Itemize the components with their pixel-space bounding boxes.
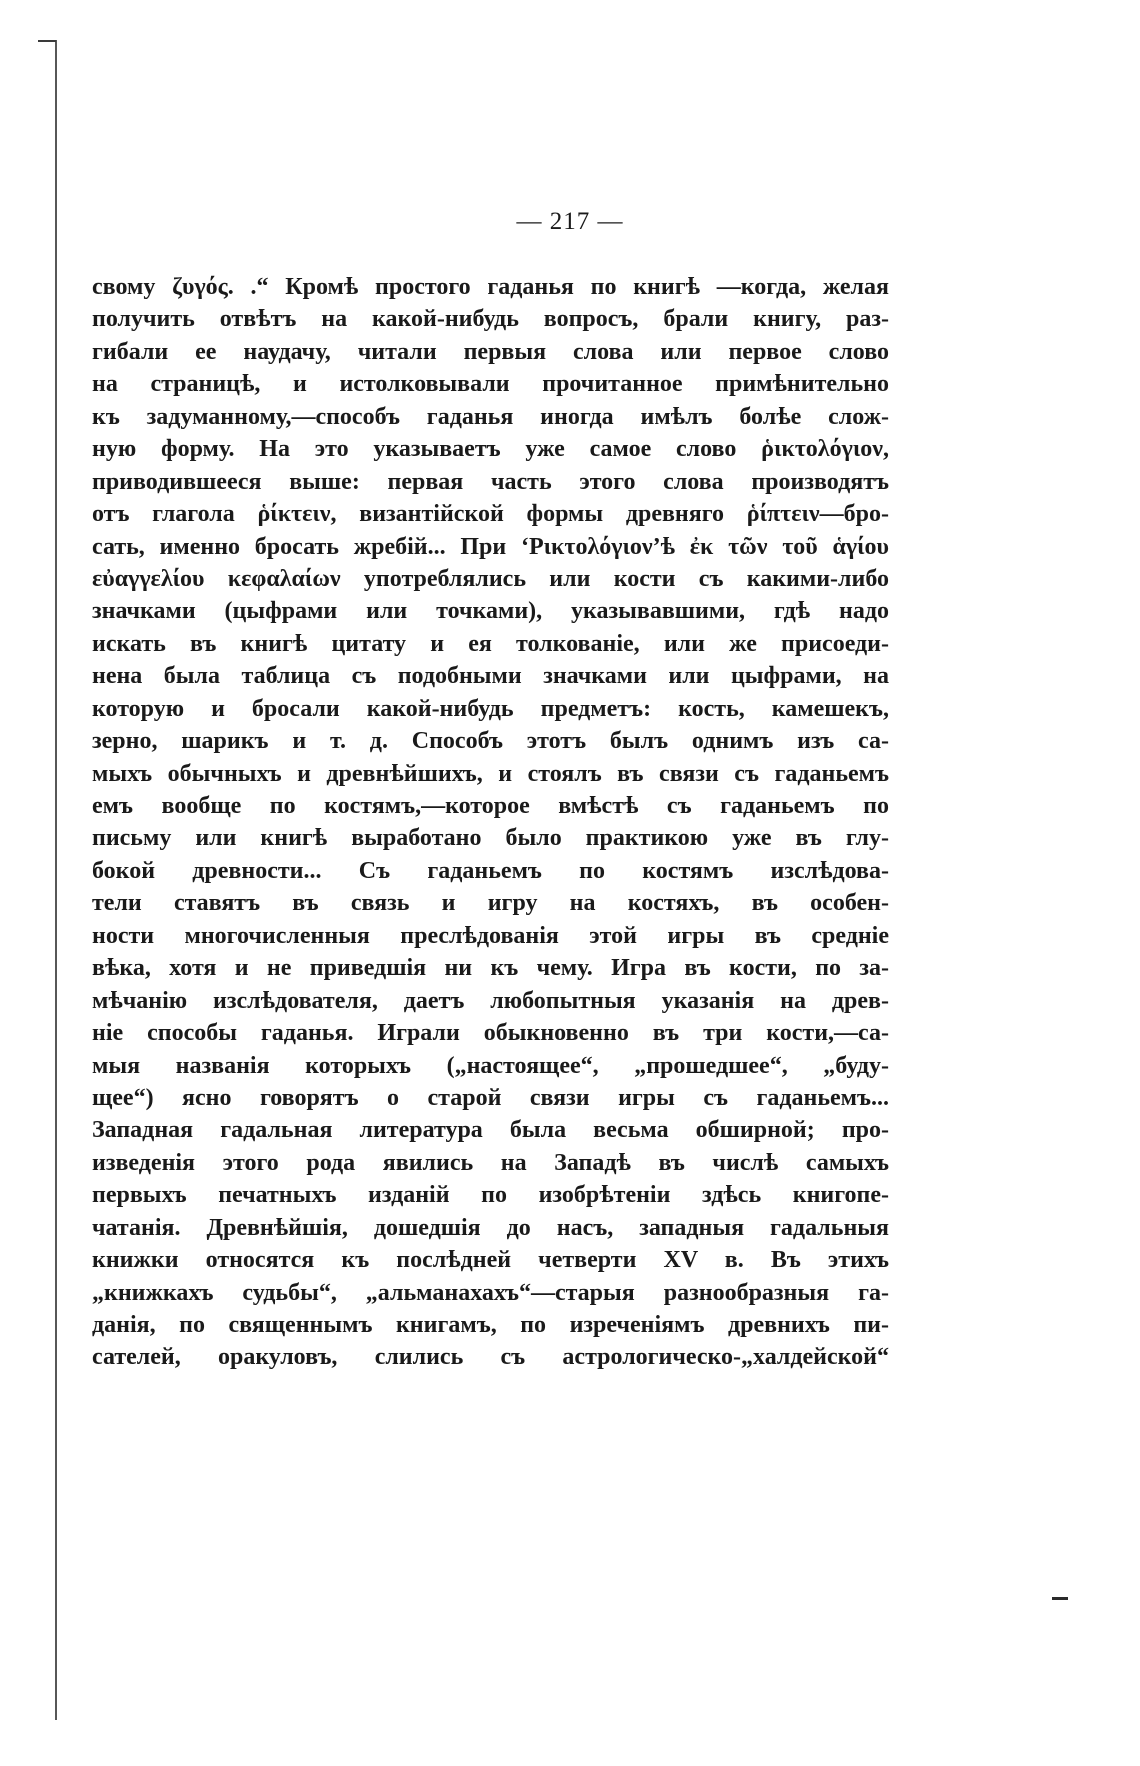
text-line: искать въ книгѣ цитату и ея толкованіе, или же присоеди- (92, 630, 889, 657)
text-line: сать, именно бросать жребій... При ‘Ρικτολόγιον’ѣ ἐκ τῶν τοῦ ἁγίου (92, 533, 889, 560)
text-line: ніе способы гаданья. Играли обыкновенно въ три кости,—са- (92, 1020, 889, 1047)
text-line: свому ζυγός. .“ Кромѣ простого гаданья по книгѣ —когда, желая (92, 274, 889, 300)
body-text (92, 271, 889, 1374)
text-line: Западная гадальная литература была весьма обширной; про- (92, 1117, 889, 1144)
scan-corner-mark (38, 40, 56, 42)
text-line: зерно, шарикъ и т. д. Способъ этотъ былъ однимъ изъ са- (92, 728, 889, 755)
text-line: значками (цыфрами или точками), указывавшими, гдѣ надо (92, 598, 889, 625)
scan-edge-left (55, 40, 57, 1720)
text-line: ную форму. На это указываетъ уже самое слово ῥικτολόγιον, (92, 436, 889, 463)
text-line: первыхъ печатныхъ изданій по изобрѣтеніи здѣсь книгопе- (92, 1182, 889, 1209)
text-line: щее“) ясно говорятъ о старой связи игры съ гаданьемъ... (92, 1084, 889, 1111)
text-line: отъ глагола ῥίκτειν, византійской формы древняго ῥίπτειν—бро- (92, 501, 889, 528)
text-line: „книжкахъ судьбы“, „альманахахъ“—старыя разнообразныя га- (92, 1279, 889, 1306)
text-line: емъ вообще по костямъ,—которое вмѣстѣ съ гаданьемъ по (92, 793, 889, 819)
text-line: сателей, оракуловъ, слились съ астрологическо-„халдейской“ (92, 1344, 889, 1371)
text-line: нена была таблица съ подобными значками или цыфрами, на (92, 663, 889, 690)
text-line: вѣка, хотя и не приведшія ни къ чему. Игра въ кости, по за- (92, 955, 889, 982)
text-line: книжки относятся къ послѣдней четверти XV в. Въ этихъ (92, 1247, 889, 1274)
text-line: мыхъ обычныхъ и древнѣйшихъ, и стоялъ въ связи съ гаданьемъ (92, 760, 889, 787)
text-line: приводившееся выше: первая часть этого слова производятъ (92, 468, 889, 495)
text-line: бокой древности... Съ гаданьемъ по костямъ изслѣдова- (92, 857, 889, 884)
text-line: письму или книгѣ выработано было практикою уже въ глу- (92, 825, 889, 852)
text-line: тели ставятъ въ связь и игру на костяхъ, въ особен- (92, 890, 889, 917)
text-line: ности многочисленныя преслѣдованія этой игры въ средніе (92, 922, 889, 949)
text-line: къ задуманному,—способъ гаданья иногда имѣлъ болѣе слож- (92, 403, 889, 430)
text-line: мѣчанію изслѣдователя, даетъ любопытныя указанія на древ- (92, 987, 889, 1014)
text-line: изведенія этого рода явились на Западѣ въ числѣ самыхъ (92, 1149, 889, 1176)
text-line: гибали ее наудачу, читали первыя слова или первое слово (92, 338, 889, 365)
text-line: чатанія. Древнѣйшія, дошедшія до насъ, западныя гадальныя (92, 1214, 889, 1241)
page-number: — 217 — (516, 208, 624, 235)
text-line: получить отвѣтъ на какой-нибудь вопросъ, брали книгу, раз- (92, 306, 889, 333)
text-line: мыя названія которыхъ („настоящее“, „прошедшее“, „буду- (92, 1052, 889, 1079)
scan-mark-right (1052, 1597, 1068, 1600)
text-line: которую и бросали какой-нибудь предметъ: кость, камешекъ, (92, 695, 889, 722)
text-line: данія, по священнымъ книгамъ, по изреченіямъ древнихъ пи- (92, 1312, 889, 1338)
text-line: εὐαγγελίου κεφαλαίων употреблялись или кости съ какими-либо (92, 565, 889, 592)
text-line: на страницѣ, и истолковывали прочитанное примѣнительно (92, 371, 889, 398)
